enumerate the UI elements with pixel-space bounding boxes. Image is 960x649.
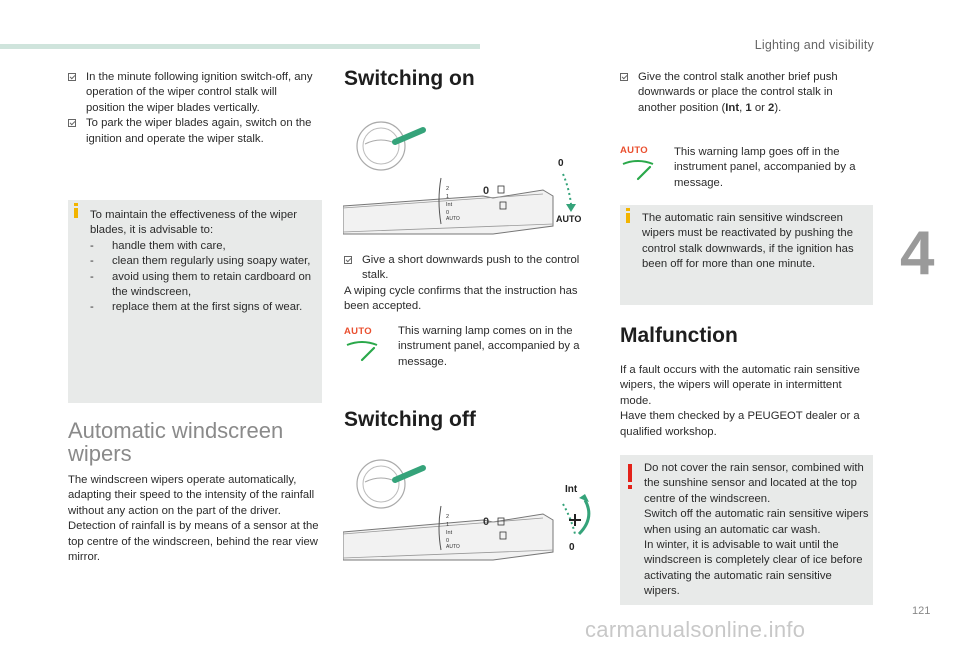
paragraph: Detection of rainfall is by means of a sensor at the top centre of the windscreen, behind the rear view mirror.: [68, 520, 319, 564]
lamp-off-text: This warning lamp goes off in the instrument panel, accompanied by a message.: [674, 146, 856, 189]
page-number: 121: [912, 605, 931, 617]
paragraph: Have them checked by a PEUGEOT dealer or a qualified workshop.: [620, 410, 860, 438]
info-box: [620, 205, 873, 305]
svg-text:0: 0: [569, 542, 575, 553]
col1-bullets: [68, 70, 318, 147]
auto-lamp-label: AUTO: [344, 326, 372, 337]
svg-text:AUTO: AUTO: [446, 216, 460, 222]
list-item: In the minute following ignition switch-off, any operation of the wiper control stalk will position the wiper blades vertically.: [68, 70, 318, 116]
check-box-icon: [344, 256, 352, 264]
svg-text:0: 0: [446, 538, 450, 544]
warning-box: [620, 455, 873, 605]
svg-text:0: 0: [483, 185, 490, 197]
col3-bullet: [620, 70, 874, 116]
list-item: - handle them with care,: [90, 239, 226, 252]
list-item: To park the wiper blades again, switch on the ignition and operate the wiper stalk.: [68, 116, 318, 147]
heading-switching-off: Switching off: [344, 408, 476, 431]
stalk-illustration-on: [343, 108, 593, 250]
svg-text:Int: Int: [565, 484, 578, 495]
wiper-lamp-icon: [620, 159, 656, 181]
page-title: Automatic windscreen wipers: [68, 418, 284, 466]
warning-text: Switch off the automatic rain sensitive wipers when using an automatic car wash.: [644, 508, 869, 536]
svg-text:2: 2: [446, 186, 450, 192]
heading-malfunction: Malfunction: [620, 324, 738, 347]
paragraph: The windscreen wipers operate automatically, adapting their speed to the intensity of the rainfall without any action on the part of the driver.: [68, 474, 315, 517]
section-title: Lighting and visibility: [754, 38, 874, 52]
svg-text:Int: Int: [446, 530, 453, 536]
heading-switching-on: Switching on: [344, 67, 475, 90]
svg-text:0: 0: [558, 158, 564, 169]
check-box-icon: [68, 73, 76, 81]
svg-text:1: 1: [446, 522, 450, 528]
auto-lamp-off: [620, 145, 668, 186]
auto-lamp-on: [344, 326, 392, 367]
warning-text: In winter, it is advisable to wait until the windscreen is completely clear of ice before activating the automatic rain sensitive wipers.: [644, 539, 863, 598]
malfunction-body: [620, 363, 874, 440]
svg-text:Int: Int: [446, 202, 453, 208]
check-box-icon: [68, 119, 76, 127]
svg-text:AUTO: AUTO: [446, 544, 460, 550]
warning-text: Do not cover the rain sensor, combined with the sunshine sensor and located at the top centre of the windscreen.: [644, 462, 864, 505]
list-item: - replace them at the first signs of wear.: [90, 301, 303, 314]
wiper-lamp-icon: [344, 340, 380, 362]
info-box: [68, 200, 322, 403]
chapter-number: 4: [900, 219, 935, 288]
paragraph: If a fault occurs with the automatic rain sensitive wipers, the wipers will operate in intermittent mode.: [620, 364, 860, 407]
svg-text:0: 0: [483, 516, 490, 528]
warning-icon: [628, 464, 632, 482]
auto-lamp-label: AUTO: [620, 145, 648, 156]
col2-on-text: [344, 253, 598, 315]
lamp-on-text: This warning lamp comes on in the instrument panel, accompanied by a message.: [398, 325, 580, 368]
header-rule: [0, 44, 480, 49]
list-item: Give a short downwards push to the control stalk.: [344, 253, 598, 284]
col1-body: [68, 473, 322, 565]
watermark: carmanualsonline.info: [585, 617, 806, 642]
list-item: Give the control stalk another brief push downwards or place the control stalk in another position (Int, 1 or 2).: [620, 70, 874, 116]
svg-text:0: 0: [446, 210, 450, 216]
info-intro: To maintain the effectiveness of the wiper blades, it is advisable to:: [90, 209, 298, 237]
check-box-icon: [620, 73, 628, 81]
list-item: - clean them regularly using soapy water,: [90, 255, 311, 268]
stalk-illustration-off: [343, 448, 593, 572]
info-icon: [74, 208, 78, 218]
info-icon: [626, 213, 630, 223]
svg-text:AUTO: AUTO: [556, 214, 582, 224]
svg-text:2: 2: [446, 514, 450, 520]
paragraph: A wiping cycle confirms that the instruction has been accepted.: [344, 284, 578, 313]
svg-text:1: 1: [446, 194, 450, 200]
info-text: The automatic rain sensitive windscreen wipers must be reactivated by pushing the control stalk downwards, if the ignition has been off for more than one minute.: [642, 212, 854, 271]
list-item: - avoid using them to retain cardboard on the windscreen,: [90, 270, 312, 299]
